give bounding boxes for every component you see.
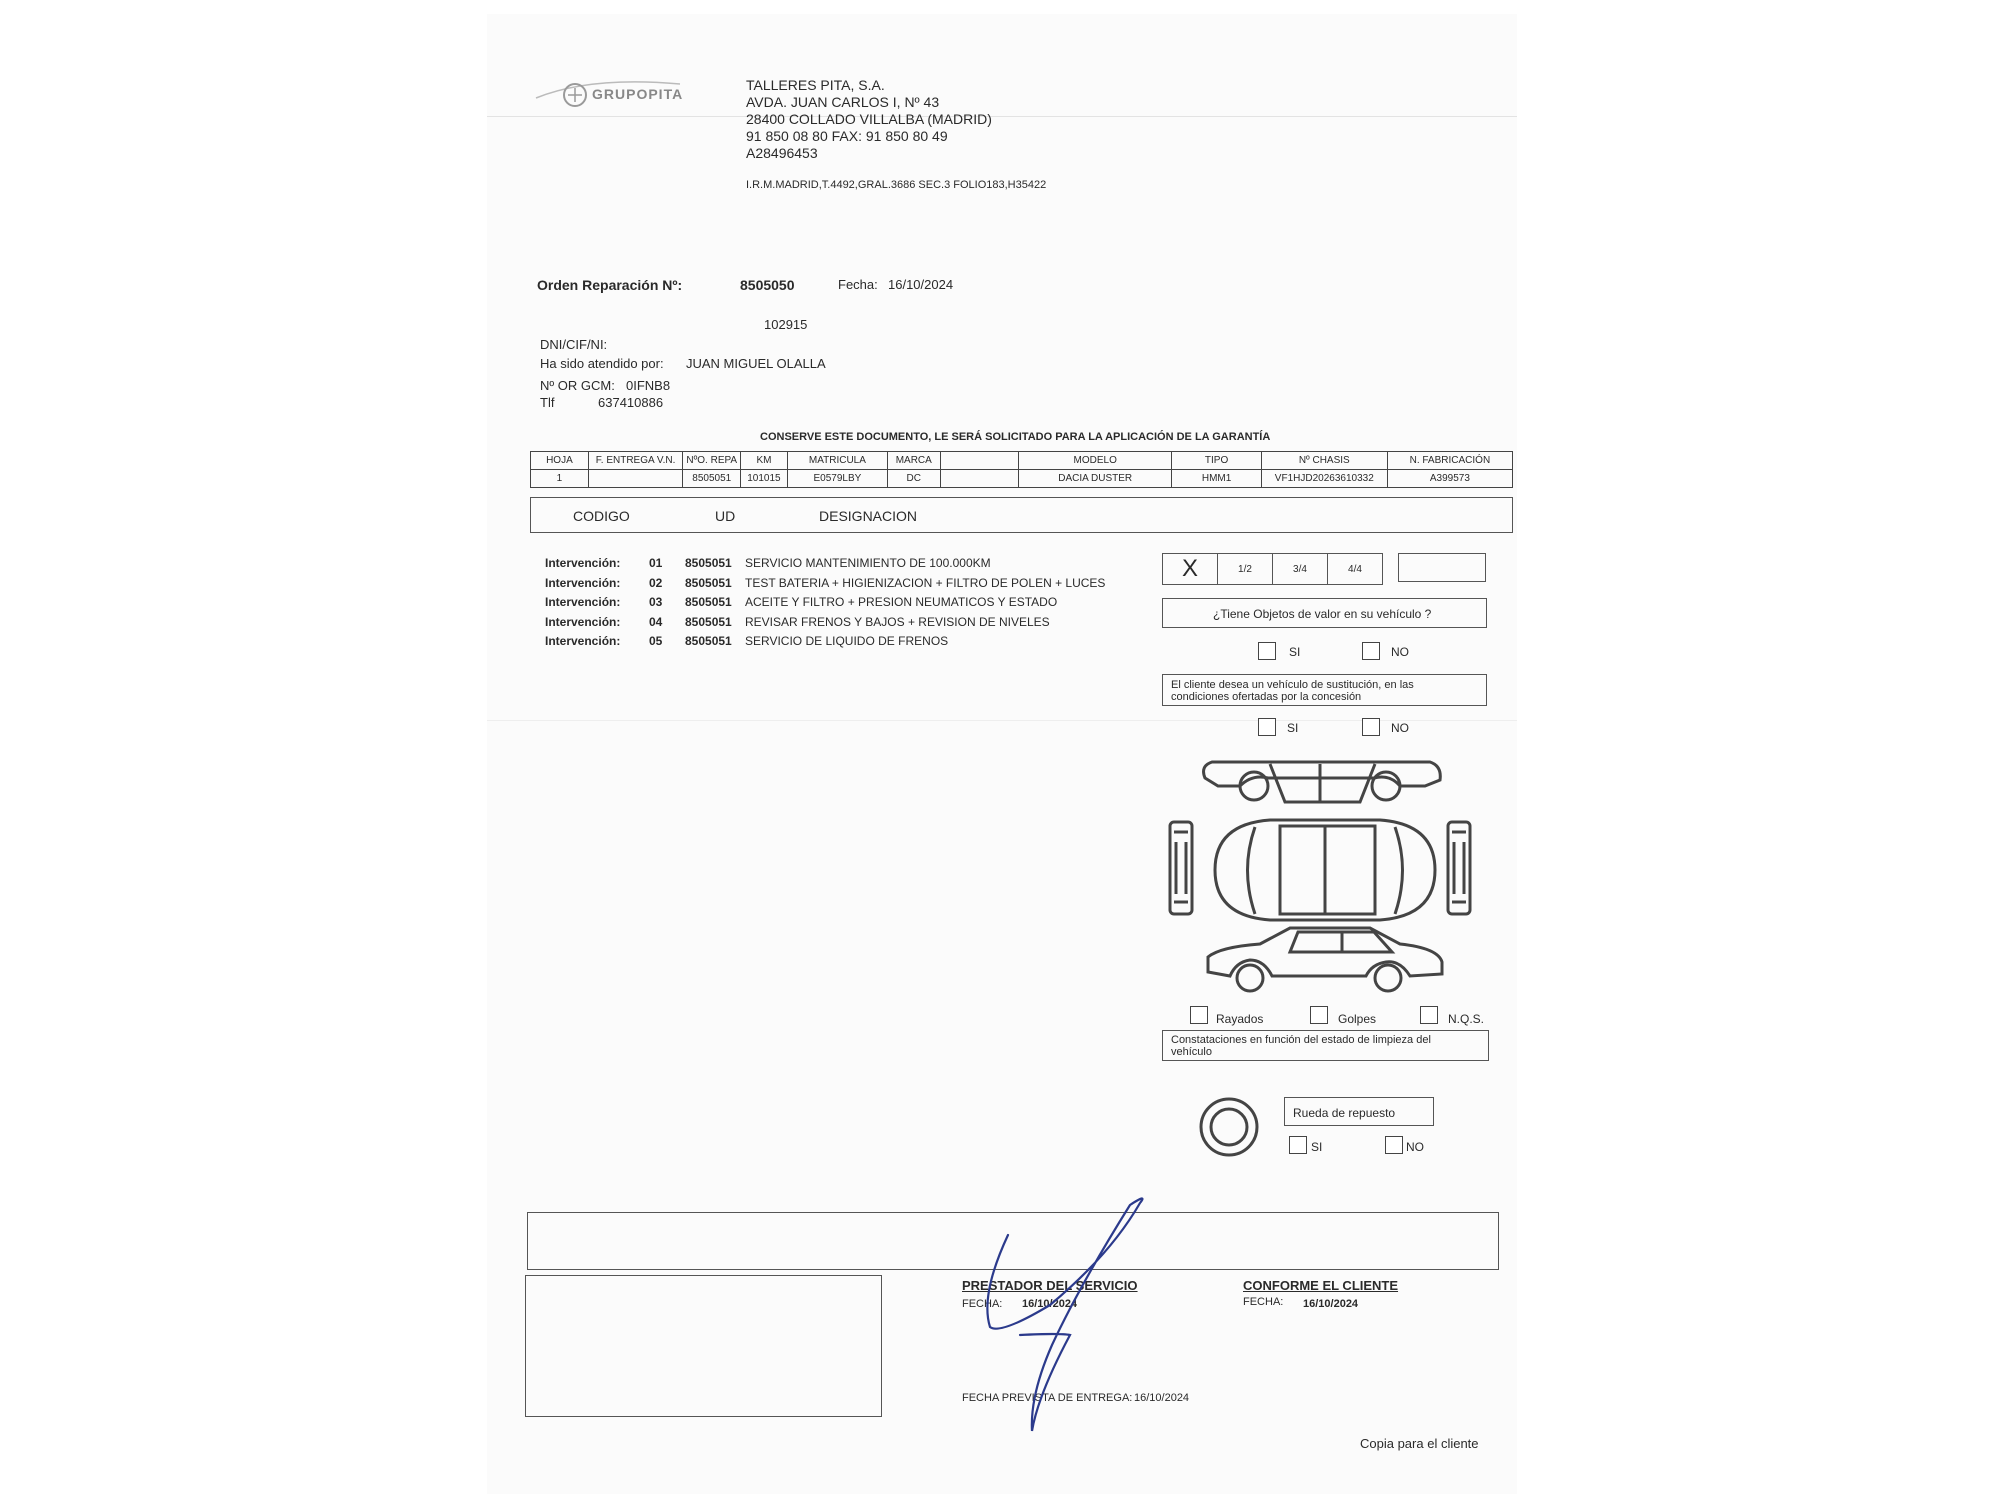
- provider-date-label: FECHA:: [962, 1298, 1003, 1310]
- cleanliness-box: [1162, 1030, 1489, 1061]
- items-header-box: [530, 497, 1513, 533]
- company-logo: [530, 78, 720, 117]
- attended-by: JUAN MIGUEL OLALLA: [686, 356, 826, 371]
- intervention-number: 05: [649, 634, 663, 648]
- fuel-option-half[interactable]: 1/2: [1218, 554, 1273, 585]
- copy-note: Copia para el cliente: [1360, 1436, 1479, 1451]
- gcm-label: Nº OR GCM:: [540, 378, 615, 393]
- fuel-option-selected[interactable]: X: [1163, 554, 1218, 585]
- company-cif: A28496453: [746, 145, 818, 161]
- valuables-question: ¿Tiene Objetos de valor en su vehículo ?: [1213, 607, 1432, 621]
- warranty-notice: CONSERVE ESTE DOCUMENTO, LE SERÁ SOLICITADO PARA LA APLICACIÓN DE LA GARANTÍA: [760, 431, 1271, 443]
- col-blank: [940, 452, 1018, 470]
- order-label: Orden Reparación Nº:: [537, 277, 683, 293]
- fuel-option-three-quarters[interactable]: 3/4: [1273, 554, 1328, 585]
- dents-label: Golpes: [1338, 1012, 1377, 1026]
- valuables-no-checkbox[interactable]: [1362, 642, 1380, 660]
- dni-label: DNI/CIF/NI:: [540, 337, 608, 352]
- intervention-number: 04: [649, 614, 663, 629]
- delivery-date: 16/10/2024: [1134, 1392, 1190, 1404]
- valuables-box: [1162, 598, 1487, 628]
- cell-tipo: HMM1: [1172, 470, 1261, 488]
- intervention-description: SERVICIO MANTENIMIENTO DE 100.000KM: [745, 556, 991, 570]
- items-header-code: CODIGO: [573, 508, 630, 524]
- intervention-label: Intervención:: [545, 614, 621, 629]
- intervention-description: SERVICIO DE LIQUIDO DE FRENOS: [745, 634, 949, 648]
- valuables-yes-label: SI: [1289, 645, 1301, 659]
- phone-value: 637410886: [598, 395, 664, 410]
- company-phone: 91 850 08 80 FAX: 91 850 80 49: [746, 128, 948, 144]
- client-label: CONFORME EL CLIENTE: [1243, 1278, 1399, 1293]
- attended-label: Ha sido atendido por:: [540, 356, 664, 371]
- col-chasis: Nº CHASIS: [1261, 452, 1387, 470]
- intervention-number: 02: [649, 575, 663, 590]
- provider-date: 16/10/2024: [1022, 1298, 1078, 1310]
- cell-fabricacion: A399573: [1387, 470, 1512, 488]
- spare-wheel-icon: [1198, 1096, 1260, 1163]
- company-address: [746, 77, 992, 162]
- cell-repa: 8505051: [683, 470, 741, 488]
- spare-wheel-no-checkbox[interactable]: [1385, 1136, 1403, 1154]
- nqs-label: N.Q.S.: [1448, 1012, 1485, 1026]
- spare-wheel-label: Rueda de repuesto: [1293, 1106, 1396, 1120]
- company-city: 28400 COLLADO VILLALBA (MADRID): [746, 111, 992, 127]
- valuables-no-label: NO: [1391, 645, 1409, 659]
- cleanliness-text: Constataciones en función del estado de limpieza del vehículo: [1171, 1034, 1431, 1058]
- col-tipo: TIPO: [1172, 452, 1261, 470]
- col-repa: NºO. REPA: [683, 452, 741, 470]
- replacement-yes-label: SI: [1287, 721, 1299, 735]
- fuel-option-full[interactable]: 4/4: [1328, 554, 1383, 585]
- replacement-no-label: NO: [1391, 721, 1409, 735]
- cell-hoja: 1: [531, 470, 589, 488]
- intervention-number: 03: [649, 595, 663, 609]
- vehicle-table: [530, 451, 1513, 488]
- col-km: KM: [741, 452, 788, 470]
- client-code: 102915: [764, 317, 808, 332]
- provider-label: PRESTADOR DEL SERVICIO: [962, 1278, 1138, 1293]
- signature-icon: [960, 1195, 1160, 1440]
- cell-matricula: E0579LBY: [787, 470, 887, 488]
- cell-chasis: VF1HJD20263610332: [1261, 470, 1387, 488]
- intervention-code: 8505051: [685, 556, 732, 570]
- scratches-label: Rayados: [1216, 1012, 1264, 1026]
- cell-entrega: [588, 470, 683, 488]
- cell-modelo: DACIA DUSTER: [1018, 470, 1171, 488]
- intervention-label: Intervención:: [545, 634, 621, 648]
- intervention-label: Intervención:: [545, 595, 621, 609]
- logo-text: GRUPOPITA: [592, 86, 684, 102]
- spare-wheel-yes-checkbox[interactable]: [1289, 1136, 1307, 1154]
- vehicle-table-header: [531, 452, 1513, 470]
- replacement-no-checkbox[interactable]: [1362, 718, 1380, 736]
- dents-checkbox[interactable]: [1310, 1006, 1328, 1024]
- intervention-label: Intervención:: [545, 575, 621, 590]
- spare-wheel-no-label: NO: [1406, 1140, 1424, 1154]
- col-hoja: HOJA: [531, 452, 589, 470]
- car-outline-icon: [1160, 752, 1480, 997]
- cell-km: 101015: [741, 470, 788, 488]
- valuables-yes-checkbox[interactable]: [1258, 642, 1276, 660]
- company-street: AVDA. JUAN CARLOS I, Nº 43: [746, 94, 940, 110]
- col-fabricacion: N. FABRICACIÓN: [1387, 452, 1512, 470]
- company-registry: I.R.M.MADRID,T.4492,GRAL.3686 SEC.3 FOLIO183,H35422: [746, 179, 1047, 191]
- intervention-label: Intervención:: [545, 556, 621, 570]
- items-header-designation: DESIGNACION: [819, 508, 918, 524]
- col-marca: MARCA: [887, 452, 940, 470]
- spare-wheel-yes-label: SI: [1311, 1140, 1323, 1154]
- intervention-code: 8505051: [685, 634, 732, 648]
- cell-blank: [940, 470, 1018, 488]
- car-damage-diagram: [1160, 752, 1480, 1002]
- intervention-description: ACEITE Y FILTRO + PRESION NEUMATICOS Y ESTADO: [745, 595, 1058, 609]
- fuel-notes-box: [1398, 553, 1486, 582]
- replacement-text: El cliente desea un vehículo de sustitución, en las condiciones ofertadas por la concesión: [1171, 679, 1414, 703]
- fuel-level-selector: [1162, 553, 1383, 585]
- replacement-yes-checkbox[interactable]: [1258, 718, 1276, 736]
- client-date: 16/10/2024: [1303, 1298, 1359, 1310]
- company-name: TALLERES PITA, S.A.: [746, 77, 885, 93]
- nqs-checkbox[interactable]: [1420, 1006, 1438, 1024]
- intervention-code: 8505051: [685, 614, 732, 629]
- vehicle-table-row: [531, 470, 1513, 488]
- col-modelo: MODELO: [1018, 452, 1171, 470]
- order-number: 8505050: [740, 277, 795, 293]
- scratches-checkbox[interactable]: [1190, 1006, 1208, 1024]
- intervention-description: REVISAR FRENOS Y BAJOS + REVISION DE NIVELES: [745, 614, 1050, 629]
- spare-wheel-box: [1284, 1097, 1434, 1126]
- gcm-value: 0IFNB8: [626, 378, 671, 393]
- stamp-box: [525, 1275, 882, 1417]
- delivery-label: FECHA PREVISTA DE ENTREGA:: [962, 1392, 1133, 1404]
- intervention-description: TEST BATERIA + HIGIENIZACION + FILTRO DE POLEN + LUCES: [745, 575, 1106, 590]
- col-entrega: F. ENTREGA V.N.: [588, 452, 683, 470]
- intervention-code: 8505051: [685, 595, 732, 609]
- replacement-box: [1162, 674, 1487, 706]
- order-date-label: Fecha:: [838, 277, 878, 292]
- phone-label: Tlf: [540, 395, 555, 410]
- col-matricula: MATRICULA: [787, 452, 887, 470]
- client-date-label: FECHA:: [1243, 1296, 1284, 1308]
- intervention-code: 8505051: [685, 575, 732, 590]
- items-header-unit: UD: [715, 508, 736, 524]
- intervention-number: 01: [649, 556, 663, 570]
- order-date: 16/10/2024: [888, 277, 954, 292]
- cell-marca: DC: [887, 470, 940, 488]
